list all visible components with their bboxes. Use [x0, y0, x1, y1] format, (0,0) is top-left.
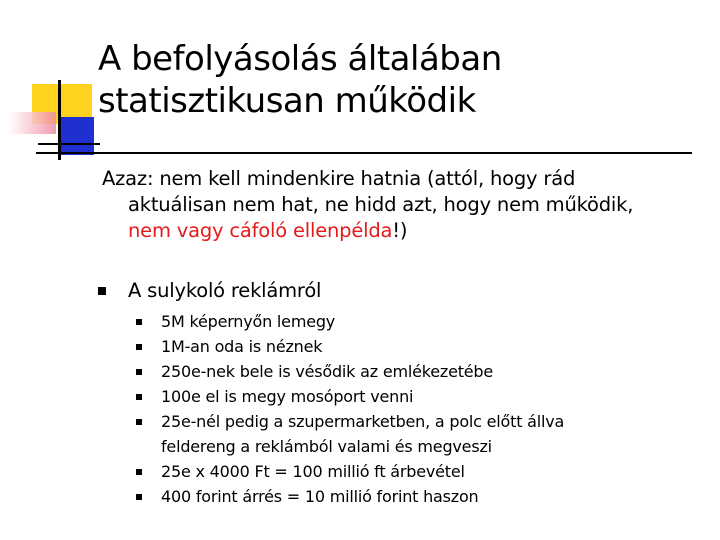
square-bullet-icon — [98, 287, 106, 295]
square-bullet-icon — [136, 319, 142, 325]
horizontal-line — [38, 143, 100, 145]
sub-bullet-text: 25e-nél pedig a szupermarketben, a polc előtt állva — [161, 412, 565, 431]
title-line-2: statisztikusan működik — [98, 81, 476, 121]
sub-bullet-text: 5M képernyőn lemegy — [161, 312, 336, 331]
vertical-line — [58, 80, 61, 160]
sub-bullet-item — [136, 459, 696, 484]
pink-bar — [8, 112, 56, 134]
sub-bullet-item — [136, 484, 696, 509]
intro-paragraph — [102, 166, 702, 244]
sub-bullet-text: 100e el is megy mosóport venni — [161, 387, 414, 406]
title-line-1: A befolyásolás általában — [98, 39, 502, 79]
sub-bullet-item — [136, 409, 696, 459]
square-bullet-icon — [136, 344, 142, 350]
sub-bullet-text: 25e x 4000 Ft = 100 millió ft árbevétel — [161, 462, 465, 481]
main-bullet-text: A sulykoló reklámról — [128, 279, 322, 302]
sub-bullet-text: 1M-an oda is néznek — [161, 337, 323, 356]
square-bullet-icon — [136, 419, 142, 425]
intro-line-2: aktuálisan nem hat, ne hidd azt, hogy nem működik, — [128, 193, 634, 216]
square-bullet-icon — [136, 394, 142, 400]
square-bullet-icon — [136, 469, 142, 475]
title-divider — [36, 152, 692, 154]
slide-title — [98, 38, 698, 122]
intro-line-1: Azaz: nem kell mindenkire hatnia (attól, hogy rád — [102, 167, 576, 190]
intro-line-3-end: !) — [392, 219, 408, 242]
blue-square — [58, 117, 94, 155]
intro-highlight: nem vagy cáfoló ellenpélda — [128, 219, 393, 242]
sub-bullet-list — [136, 309, 696, 509]
sub-bullet-text: 400 forint árrés = 10 millió forint haszon — [161, 487, 479, 506]
sub-bullet-text: 250e-nek bele is vésődik az emlékezetébe — [161, 362, 494, 381]
decorative-squares — [0, 0, 110, 170]
square-bullet-icon — [136, 494, 142, 500]
sub-bullet-text: feldereng a reklámból valami és megveszi — [161, 437, 492, 456]
intro-line-3 — [102, 218, 702, 244]
sub-bullet-item — [136, 334, 696, 359]
square-bullet-icon — [136, 369, 142, 375]
sub-bullet-item — [136, 359, 696, 384]
sub-bullet-item — [136, 384, 696, 409]
sub-bullet-item — [136, 309, 696, 334]
